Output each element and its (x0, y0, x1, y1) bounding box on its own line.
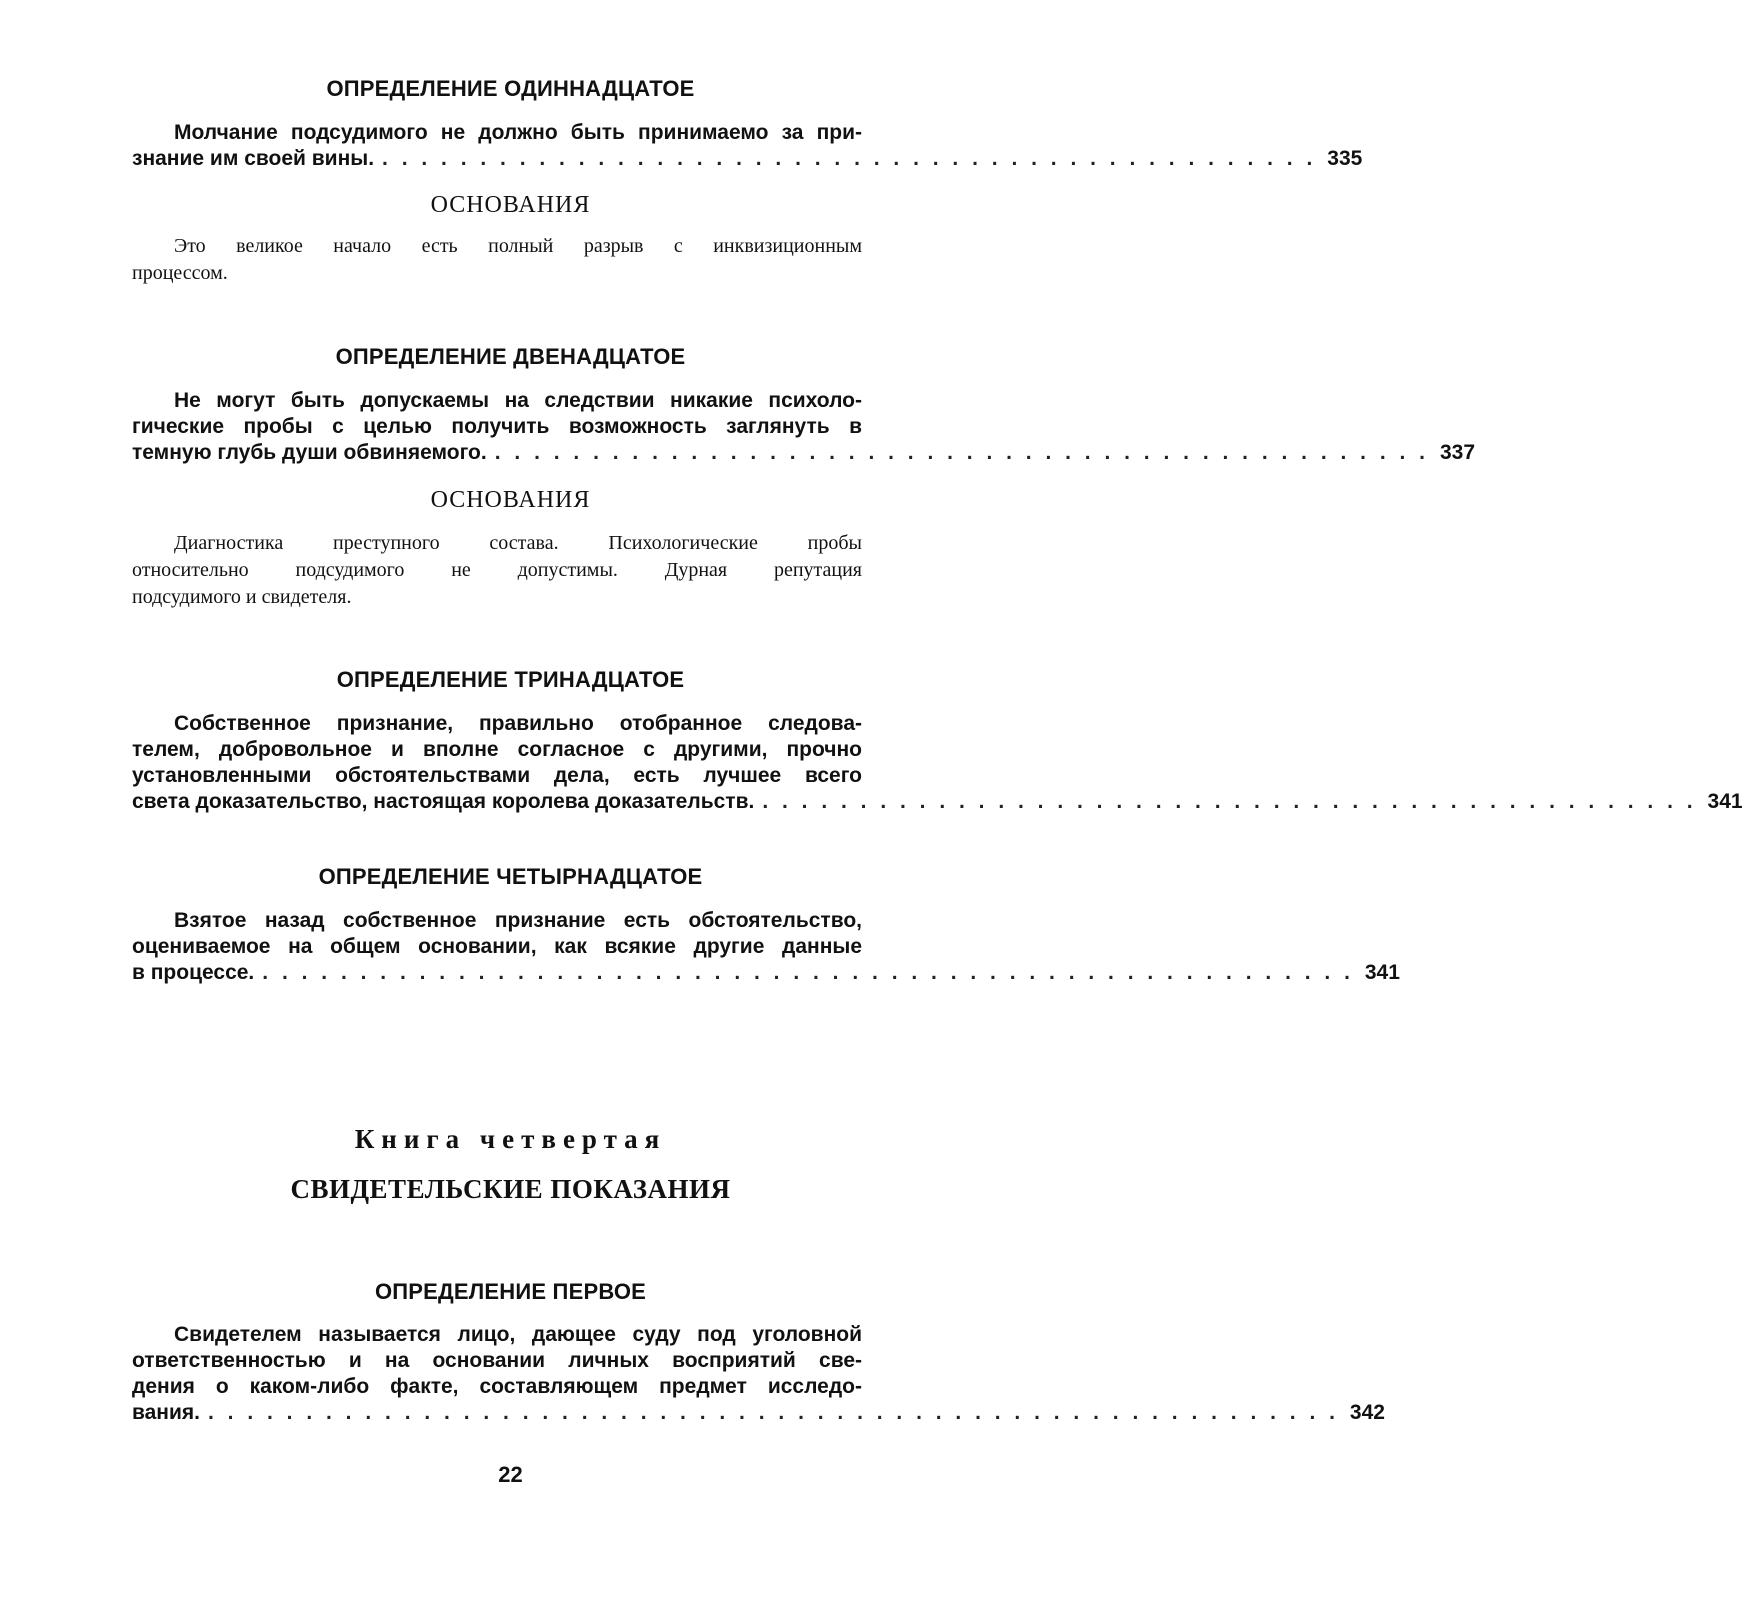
entry-page-number: 341 (1364, 961, 1400, 984)
basis-line: подсудимого и свидетеля. (132, 586, 352, 608)
entry-line: в процессе. (132, 961, 255, 984)
entry-last-row (132, 146, 1363, 172)
entry-line: гические пробы с целью получить возможность заглянуть в (132, 415, 862, 438)
entry-line: темную глубь души обвиняемого. (132, 441, 487, 464)
toc-entry[interactable] (132, 120, 1363, 172)
basis-line: Диагностика преступного состава. Психологические пробы (174, 532, 862, 554)
basis-heading: ОСНОВАНИЯ (430, 192, 591, 218)
entry-line: Молчание подсудимого не должно быть принимаемо за при- (174, 121, 862, 144)
entry-line: телем, добровольное и вполне согласное с другими, прочно (132, 738, 862, 761)
section-title: ОПРЕДЕЛЕНИЕ ДВЕНАДЦАТОЕ (335, 344, 686, 369)
leader-dots: . . . . . . . . . . . . . . . . . . . . . . . . . . . . . . . . . . . . . . . . . . . . . . . . (762, 790, 1697, 813)
leader-dots: . . . . . . . . . . . . . . . . . . . . . . . . . . . . . . . . . . . . . . . . . . . . . . . . (382, 147, 1317, 170)
basis-text (132, 233, 862, 287)
entry-line: дения о каком-либо факте, составляющем предмет исследо- (132, 1375, 862, 1398)
entry-page-number: 341 (1707, 790, 1743, 813)
entry-line: Взятое назад собственное признание есть обстоятельство, (174, 909, 862, 932)
entry-line: Свидетелем называется лицо, дающее суду под уголовной (174, 1323, 862, 1346)
page-number: 22 (498, 1462, 523, 1487)
section-title: ОПРЕДЕЛЕНИЕ ПЕРВОЕ (374, 1279, 647, 1304)
basis-line: Это великое начало есть полный разрыв с инквизиционным (174, 235, 862, 257)
entry-page-number: 337 (1439, 441, 1476, 464)
toc-entry[interactable] (132, 1322, 1385, 1426)
book-label: Книга четвертая (354, 1124, 667, 1154)
book-title: СВИДЕТЕЛЬСКИЕ ПОКАЗАНИЯ (290, 1174, 731, 1204)
entry-last-row (132, 440, 1476, 466)
entry-line: Не могут быть допускаемы на следствии никакие психоло- (174, 389, 862, 412)
entry-line: Собственное признание, правильно отобранное следова- (174, 712, 862, 735)
entry-line: установленными обстоятельствами дела, есть лучшее всего (132, 764, 862, 787)
entry-page-number: 335 (1327, 147, 1363, 170)
entry-line: ответственностью и на основании личных восприятий све- (132, 1349, 862, 1372)
toc-entry[interactable] (132, 711, 1743, 815)
section-title: ОПРЕДЕЛЕНИЕ ОДИННАДЦАТОЕ (326, 76, 695, 101)
leader-dots: . . . . . . . . . . . . . . . . . . . . . . . . . . . . . . . . . . . . . . . . . . . . . . . . (494, 441, 1430, 464)
entry-line: вания. (132, 1401, 200, 1424)
toc-entry[interactable] (132, 908, 1400, 986)
basis-line: относительно подсудимого не допустимы. Дурная репутация (132, 559, 862, 581)
entry-last-row (132, 789, 1743, 815)
basis-heading: ОСНОВАНИЯ (430, 487, 591, 513)
entry-line: знание им своей вины. (132, 147, 375, 170)
section-title: ОПРЕДЕЛЕНИЕ ЧЕТЫРНАДЦАТОЕ (318, 864, 703, 889)
entry-last-row (132, 1400, 1385, 1426)
leader-dots: . . . . . . . . . . . . . . . . . . . . . . . . . . . . . . . . . . . . . . . . . . . . . . . . . . . . . . . . . . (208, 1401, 1339, 1424)
toc-entry[interactable] (132, 388, 1476, 466)
entry-line: света доказательство, настоящая королева доказательств. (132, 790, 755, 813)
section-title: ОПРЕДЕЛЕНИЕ ТРИНАДЦАТОЕ (336, 667, 685, 692)
entry-last-row (132, 960, 1400, 986)
basis-line: процессом. (132, 262, 228, 284)
entry-page-number: 342 (1349, 1401, 1385, 1424)
basis-text (132, 530, 862, 611)
leader-dots: . . . . . . . . . . . . . . . . . . . . . . . . . . . . . . . . . . . . . . . . . . . . . . . . . . . . . . . . (262, 961, 1354, 984)
entry-line: оцениваемое на общем основании, как всякие другие данные (132, 935, 862, 958)
